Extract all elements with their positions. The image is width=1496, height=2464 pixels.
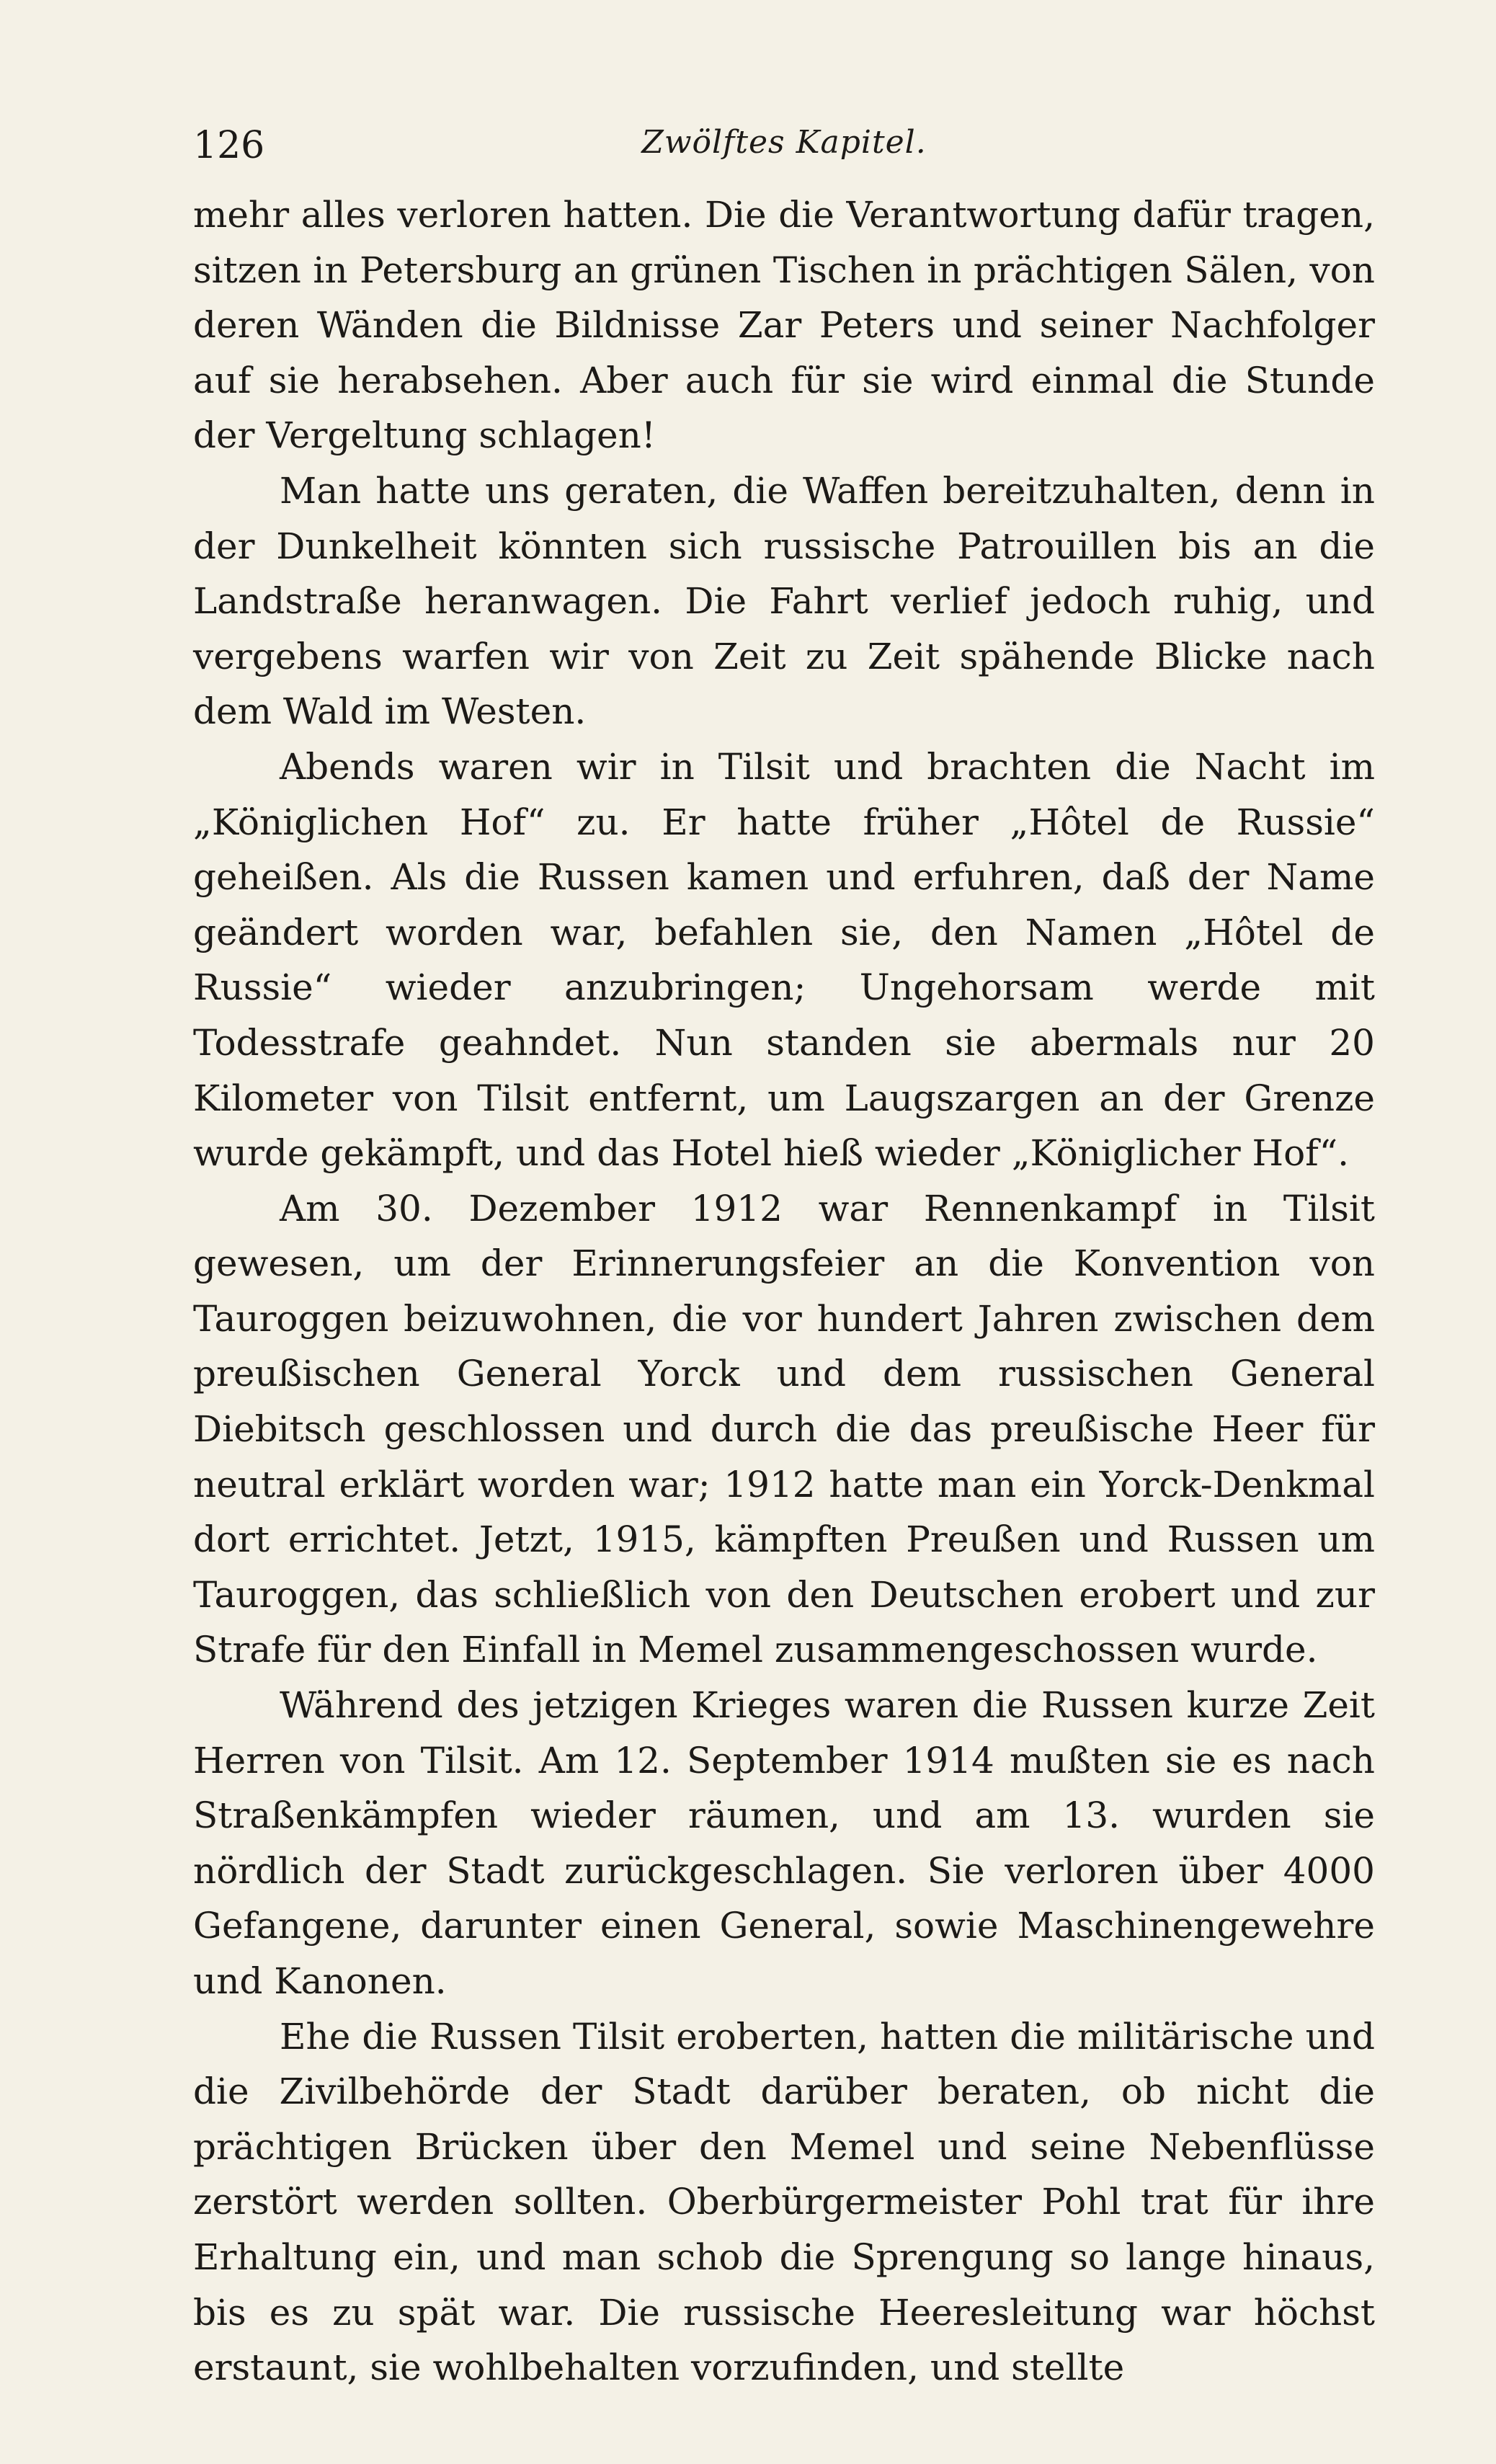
page-header [193, 108, 1375, 187]
paragraph: Man hatte uns geraten, die Waffen bereitzuhalten, denn in der Dunkelheit könnten sich russische Patrouillen bis an die Landstraße heranwagen. Die Fahrt verlief jedoch ruhig, und vergebens warfen wir von Zeit zu Zeit spähende Blicke nach dem Wald im Westen. [193, 469, 1375, 733]
paragraph: mehr alles verloren hatten. Die die Verantwortung dafür tragen, sitzen in Petersburg an grünen Tischen in prächtigen Sälen, von deren Wänden die Bildnisse Zar Peters und seiner Nachfolger auf sie herabsehen. Aber auch für sie wird einmal die Stunde der Vergeltung schlagen! [193, 194, 1375, 457]
paragraph: Abends waren wir in Tilsit und brachten die Nacht im „Königlichen Hof“ zu. Er hatte früher „Hôtel de Russie“ geheißen. Als die Russen kamen und erfuhren, daß der Name geändert worden war, befahlen sie, den Namen „Hôtel de Russie“ wieder anzubringen; Ungehorsam werde mit Todesstrafe geahndet. Nun standen sie abermals nur 20 Kilometer von Tilsit entfernt, um Laugszargen an der Grenze wurde gekämpft, und das Hotel hieß wieder „Königlicher Hof“. [193, 745, 1375, 1175]
paragraph: Während des jetzigen Krieges waren die Russen kurze Zeit Herren von Tilsit. Am 12. September 1914 mußten sie es nach Straßenkämpfen wieder räumen, und am 13. wurden sie nördlich der Stadt zurückgeschlagen. Sie verloren über 4000 Gefangene, darunter einen General, sowie Maschinengewehre und Kanonen. [193, 1684, 1375, 2002]
body-text [193, 187, 1375, 2396]
running-head: Zwölftes Kapitel. [641, 124, 927, 161]
page-number: 126 [193, 124, 265, 167]
paragraph: Am 30. Dezember 1912 war Rennenkampf in Tilsit gewesen, um der Erinnerungsfeier an die Konvention von Tauroggen beizuwohnen, die vor hundert Jahren zwischen dem preußischen General Yorck und dem russischen General Diebitsch geschlossen und durch die das preußische Heer für neutral erklärt worden war; 1912 hatte man ein Yorck-Denkmal dort errichtet. Jetzt, 1915, kämpften Preußen und Russen um Tauroggen, das schließlich von den Deutschen erobert und zur Strafe für den Einfall in Memel zusammengeschossen wurde. [193, 1187, 1375, 1671]
paragraph: Ehe die Russen Tilsit eroberten, hatten die militärische und die Zivilbehörde der Stadt darüber beraten, ob nicht die prächtigen Brücken über den Memel und seine Nebenflüsse zerstört werden sollten. Oberbürgermeister Pohl trat für ihre Erhaltung ein, und man schob die Sprengung so lange hinaus, bis es zu spät war. Die russische Heeresleitung war höchst erstaunt, sie wohlbehalten vorzufinden, und stellte [193, 2015, 1375, 2389]
book-page [193, 108, 1375, 2396]
